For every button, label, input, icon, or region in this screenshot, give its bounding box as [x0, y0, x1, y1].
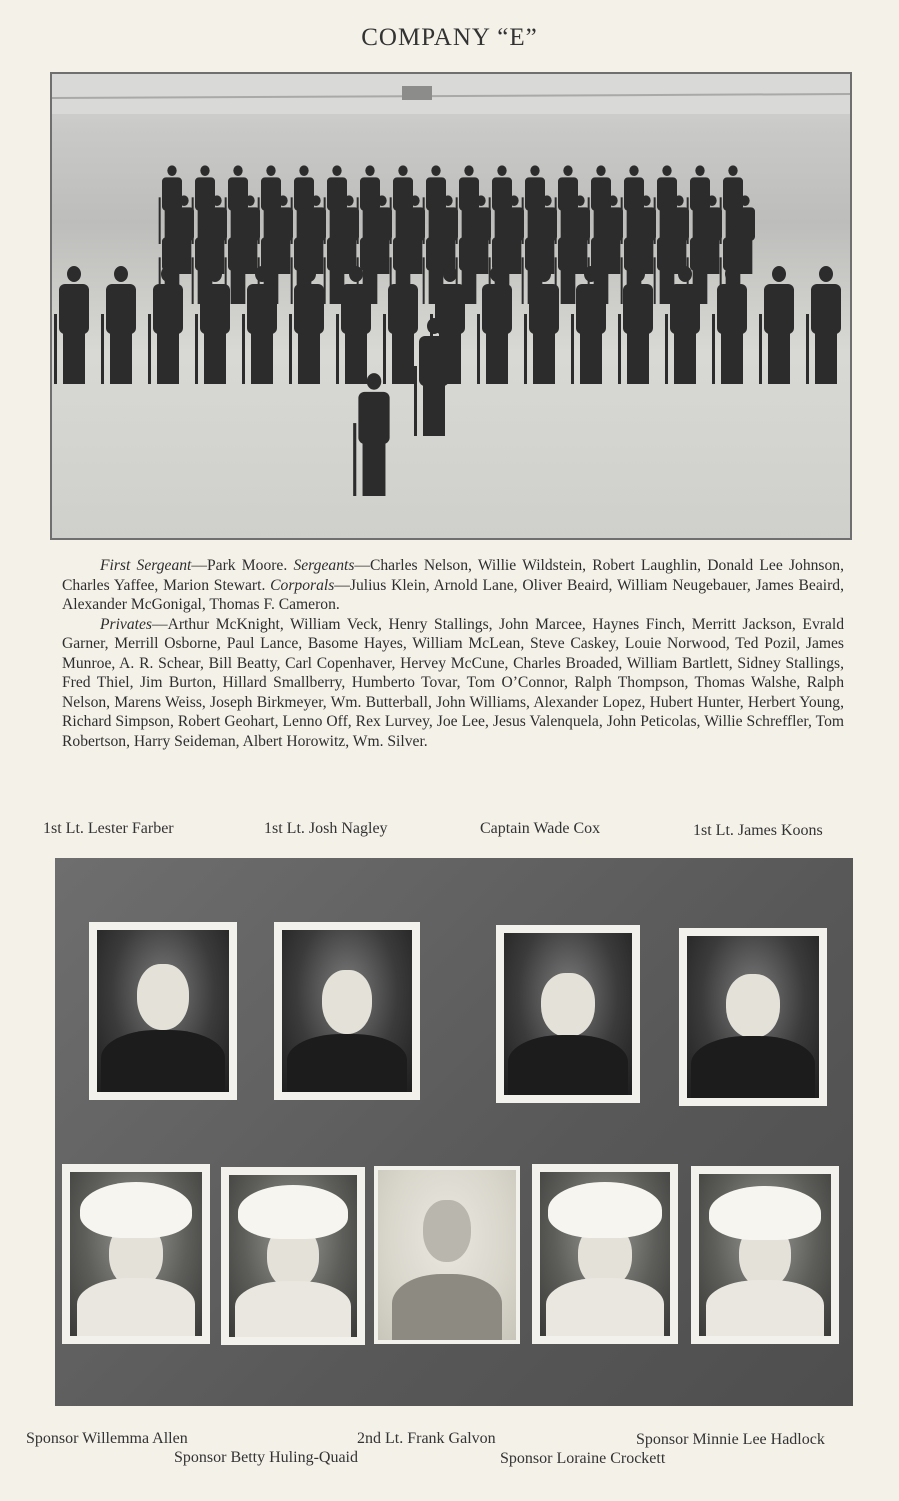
sponsor-caption-minnie-lee-hadlock: Sponsor Minnie Lee Hadlock	[636, 1431, 825, 1448]
portrait-josh-nagley	[274, 922, 420, 1100]
corporals-text: —Julius Klein, Arnold Lane, Oliver Beaird, William Neugebauer, James Beaird, Alexander McGonigal, Thomas F. Cameron.	[62, 576, 844, 613]
portrait-frank-galvon	[374, 1166, 520, 1344]
officer-caption-cox: Captain Wade Cox	[480, 820, 601, 837]
portrait-lester-farber	[89, 922, 237, 1100]
group-photo-drawing	[52, 74, 850, 538]
sergeants-label: Sergeants	[293, 557, 355, 574]
officer-caption-farber: 1st Lt. Lester Farber	[43, 820, 174, 837]
portrait-minnie-lee-hadlock	[691, 1166, 839, 1344]
soldier-figure-54	[54, 266, 89, 384]
page-title: COMPANY “E”	[361, 24, 538, 51]
roster-officers-paragraph	[62, 556, 844, 615]
sergeants-text: —Charles Nelson, Willie Wildstein, Robert Laughlin, Donald Lee Johnson, Charles Yaffee, Marion Stewart.	[62, 557, 844, 594]
soldier-figure-72	[353, 373, 389, 496]
portrait-james-koons	[679, 928, 827, 1106]
portrait-loraine-crockett	[532, 1164, 678, 1344]
soldier-figure-69	[759, 266, 794, 384]
officer-caption-koons: 1st Lt. James Koons	[693, 822, 823, 839]
soldier-figure-55	[101, 266, 136, 384]
company-roster	[62, 556, 844, 751]
first-sergeant-label: First Sergeant	[100, 557, 192, 574]
company-group-photo	[50, 72, 852, 540]
portrait-betty-huling-quaid	[221, 1167, 365, 1345]
sponsor-caption-betty-huling-quaid: Sponsor Betty Huling-Quaid	[174, 1449, 358, 1466]
roster-privates-paragraph	[62, 615, 844, 752]
privates-label: Privates	[100, 615, 152, 633]
sponsor-caption-loraine-crockett: Sponsor Loraine Crockett	[500, 1450, 666, 1467]
officer-caption-nagley: 1st Lt. Josh Nagley	[264, 820, 388, 837]
privates-text: —Arthur McKnight, William Veck, Henry Stallings, John Marcee, Haynes Finch, Merritt Jackson, Evrald Garner, Merrill Osborne, Paul Lance, Basome Hayes, William McLean, Steve Caskey, Louie Norwood, Ted Pozil, James Munroe, A. R. Schear, Bill Beatty, Carl Copenhaver, Hervey McCune, Charles Broaded, William Bartlett, Sidney Stallings, Fred Thiel, Jim Burton, Hillard Smallberry, Humberto Tovar, Tom O’Connor, Ralph Thompson, Thomas Walshe, Ralph Nelson, Marens Weiss, Joseph Birkmeyer, Wm. Butterball, John Williams, Alexander Lopez, Hubert Hunter, Herbert Young, Richard Simpson, Robert Geohart, Lenno Off, Rex Lurvey, Joe Lee, Jesus Valenquela, John Peticolas, Willie Schreffler, Tom Robertson, Harry Seideman, Albert Horowitz, Wm. Silver.	[62, 615, 844, 750]
portrait-plate	[55, 858, 853, 1406]
portrait-willemma-allen	[62, 1164, 210, 1344]
officer-caption-frank-galvon: 2nd Lt. Frank Galvon	[357, 1430, 496, 1447]
soldier-figure-70	[806, 266, 841, 384]
first-sergeant-text: —Park Moore.	[191, 557, 288, 574]
sponsor-caption-willemma-allen: Sponsor Willemma Allen	[26, 1430, 188, 1447]
corporals-label: Corporals	[270, 576, 335, 594]
portrait-wade-cox	[496, 925, 640, 1103]
